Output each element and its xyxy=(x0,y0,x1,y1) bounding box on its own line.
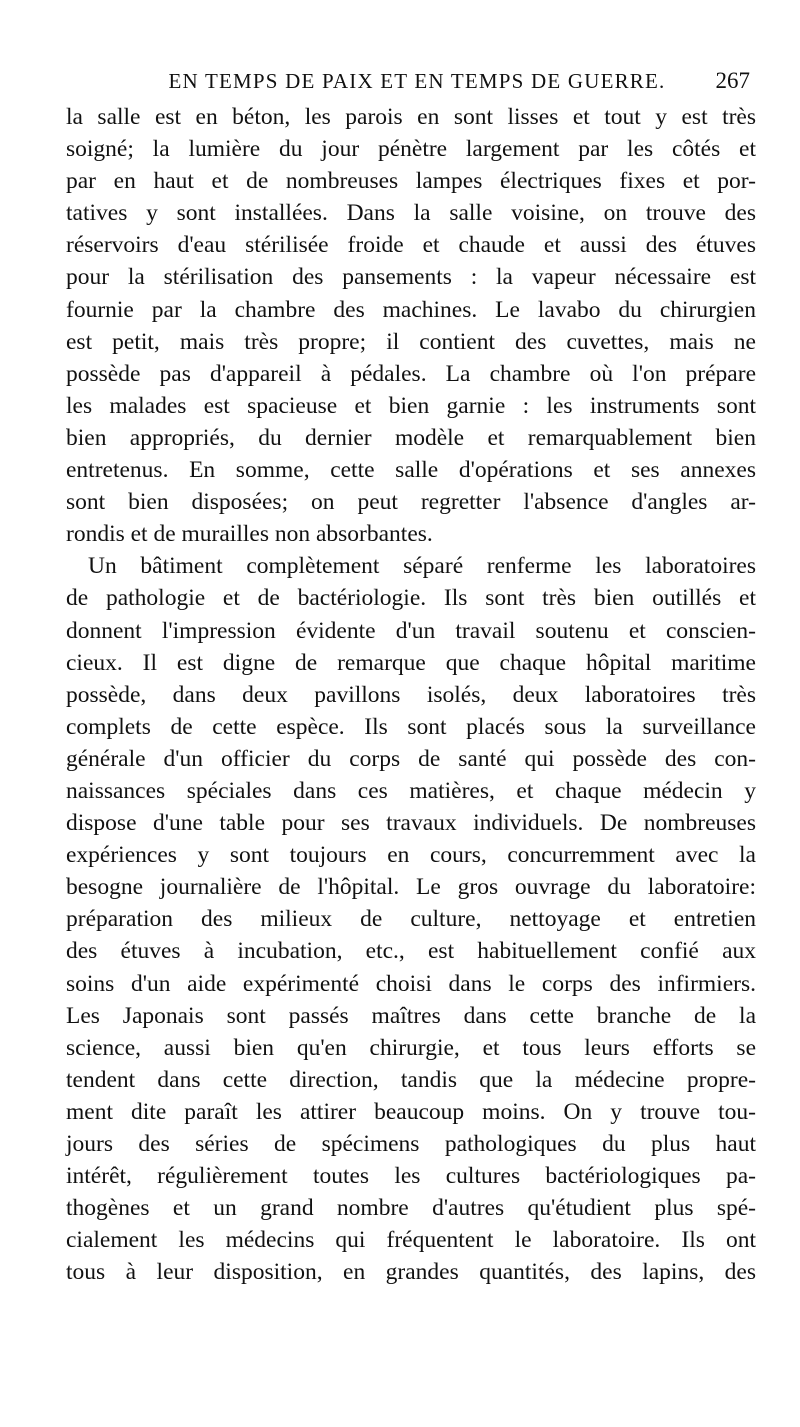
text-line: pour la stérilisation des pansements : la vapeur nécessaire est xyxy=(66,264,756,291)
text-line: des étuves à incubation, etc., est habituellement confié aux xyxy=(66,938,756,965)
text-line: possède, dans deux pavillons isolés, deux laboratoires très xyxy=(66,681,756,708)
text-line: tous à leur disposition, en grandes quantités, des lapins, des xyxy=(66,1259,756,1286)
text-line: préparation des milieux de culture, nettoyage et entretien xyxy=(66,906,756,933)
text-line: de pathologie et de bactériologie. Ils sont très bien outillés et xyxy=(66,585,756,612)
text-line: fournie par la chambre des machines. Le lavabo du chirurgien xyxy=(66,296,756,323)
text-line: par en haut et de nombreuses lampes électriques fixes et por- xyxy=(66,168,756,195)
text-line: expériences y sont toujours en cours, concurremment avec la xyxy=(66,842,756,869)
text-line: tendent dans cette direction, tandis que la médecine propre- xyxy=(66,1066,756,1093)
text-line: réservoirs d'eau stérilisée froide et chaude et aussi des étuves xyxy=(66,232,756,259)
paragraph-1 xyxy=(66,101,756,550)
text-line: besogne journalière de l'hôpital. Le gros ouvrage du laboratoire: xyxy=(66,874,756,901)
text-line: tatives y sont installées. Dans la salle voisine, on trouve des xyxy=(66,200,756,227)
text-line: intérêt, régulièrement toutes les cultures bactériologiques pa- xyxy=(66,1163,756,1190)
text-line: soins d'un aide expérimenté choisi dans le corps des infirmiers. xyxy=(66,970,756,997)
text-line: cieux. Il est digne de remarque que chaque hôpital maritime xyxy=(66,649,756,676)
page-number: 267 xyxy=(715,68,750,93)
text-line: naissances spéciales dans ces matières, et chaque médecin y xyxy=(66,777,756,804)
text-line: science, aussi bien qu'en chirurgie, et tous leurs efforts se xyxy=(66,1034,756,1061)
text-line: Un bâtiment complètement séparé renferme les laboratoires xyxy=(88,553,756,580)
text-line: générale d'un officier du corps de santé qui possède des con- xyxy=(66,745,756,772)
text-line: la salle est en béton, les parois en sont lisses et tout y est très xyxy=(66,104,756,130)
text-line: bien appropriés, du dernier modèle et remarquablement bien xyxy=(66,424,756,451)
body-text xyxy=(66,101,756,1288)
text-line: est petit, mais très propre; il contient des cuvettes, mais ne xyxy=(66,328,756,355)
text-line: cialement les médecins qui fréquentent le laboratoire. Ils ont xyxy=(66,1227,756,1254)
text-line: les malades est spacieuse et bien garnie : les instruments sont xyxy=(66,392,756,419)
text-line: soigné; la lumière du jour pénètre largement par les côtés et xyxy=(66,136,756,163)
text-line: Les Japonais sont passés maîtres dans cette branche de la xyxy=(66,1002,756,1029)
text-line: thogènes et un grand nombre d'autres qu'étudient plus spé- xyxy=(66,1195,756,1222)
text-line: ment dite paraît les attirer beaucoup moins. On y trouve tou- xyxy=(66,1098,756,1125)
running-title: EN TEMPS DE PAIX ET EN TEMPS DE GUERRE. xyxy=(168,69,666,93)
text-line: complets de cette espèce. Ils sont placés sous la surveillance xyxy=(66,713,756,740)
running-head xyxy=(84,66,750,98)
text-line: sont bien disposées; on peut regretter l'absence d'angles ar- xyxy=(66,489,756,516)
text-line: entretenus. En somme, cette salle d'opérations et ses annexes xyxy=(66,457,756,484)
text-line: possède pas d'appareil à pédales. La chambre où l'on prépare xyxy=(66,360,756,387)
text-line: jours des séries de spécimens pathologiques du plus haut xyxy=(66,1131,756,1157)
paragraph-2 xyxy=(66,550,756,1288)
text-line: rondis et de murailles non absorbantes. xyxy=(66,521,433,548)
text-line: donnent l'impression évidente d'un travail soutenu et conscien- xyxy=(66,617,756,644)
text-line: dispose d'une table pour ses travaux individuels. De nombreuses xyxy=(66,810,756,837)
